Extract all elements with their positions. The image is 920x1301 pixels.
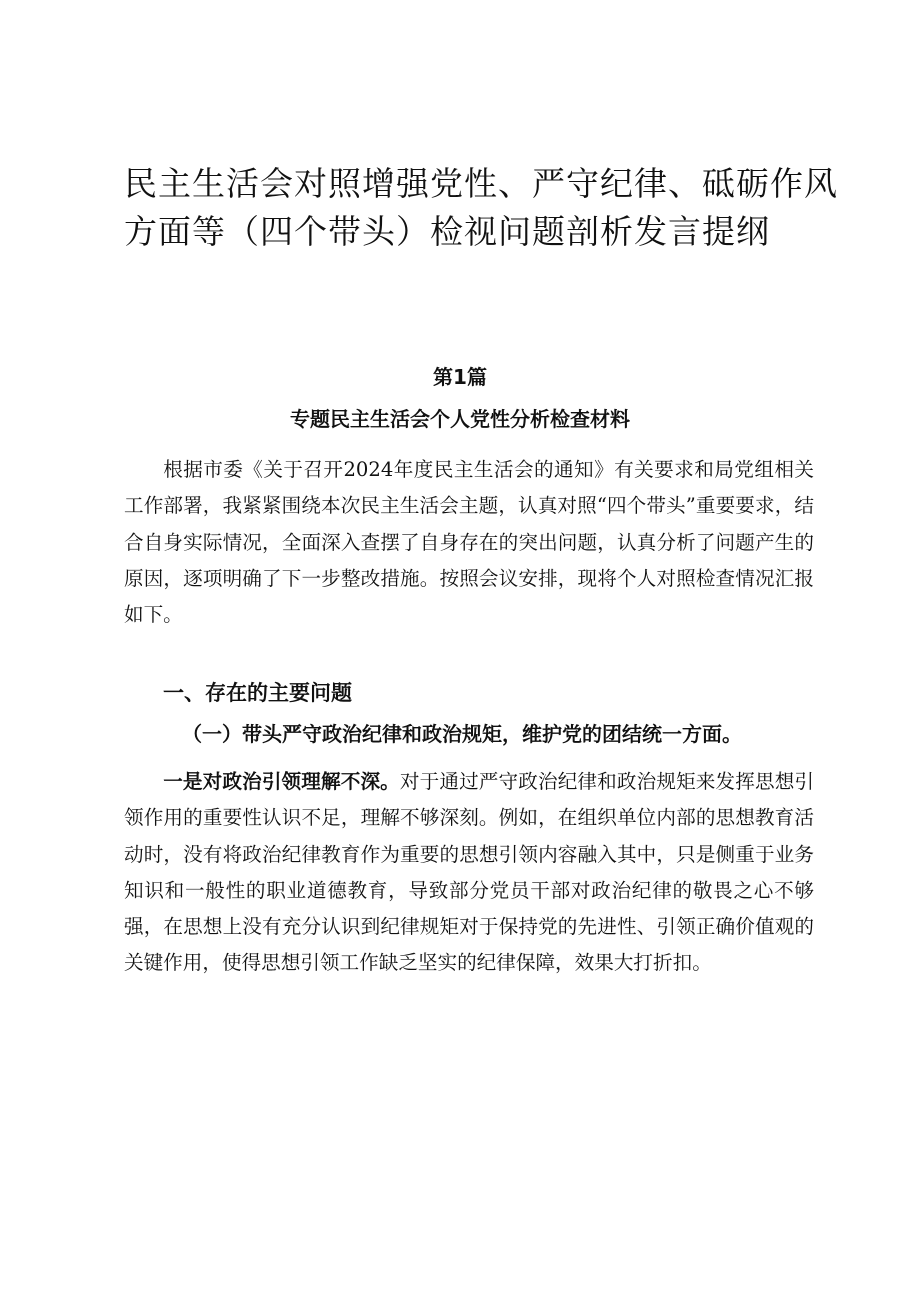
body-paragraph-1	[124, 764, 814, 982]
document-title	[124, 160, 838, 256]
section-title: 专题民主生活会个人党性分析检查材料	[290, 407, 630, 431]
paragraph-body-text: 对于通过严守政治纪律和政治规矩来发挥思想引领作用的重要性认识不足，理解不够深刻。例如，在组织单位内部的思想教育活动时，没有将政治纪律教育作为重要的思想引领内容融入其中，只是侧重于业务知识和一般性的职业道德教育，导致部分党员干部对政治纪律的敬畏之心不够强，在思想上没有充分认识到纪律规矩对于保持党的先进性、引领正确价值观的关键作用，使得思想引领工作缺乏坚实的纪律保障，效果大打折扣。	[124, 770, 815, 975]
paragraph-lead-phrase: 一是对政治引领理解不深。	[163, 770, 400, 793]
intro-paragraph: 根据市委《关于召开2024年度民主生活会的通知》有关要求和局党组相关工作部署，我紧紧围绕本次民主生活会主题，认真对照“四个带头”重要要求，结合自身实际情况，全面深入查摆了自身存在的突出问题，认真分析了问题产生的原因，逐项明确了下一步整改措施。按照会议安排，现将个人对照检查情况汇报如下。	[124, 458, 814, 627]
heading-level-1: 一、存在的主要问题	[163, 681, 352, 705]
document-title-line-1: 民主生活会对照增强党性、严守纪律、砥砺作风	[124, 164, 838, 203]
section-number: 第1篇	[433, 365, 487, 389]
heading-level-2: （一）带头严守政治纪律和政治规矩，维护党的团结统一方面。	[182, 722, 742, 746]
document-title-line-2: 方面等（四个带头）检视问题剖析发言提纲	[124, 212, 770, 251]
